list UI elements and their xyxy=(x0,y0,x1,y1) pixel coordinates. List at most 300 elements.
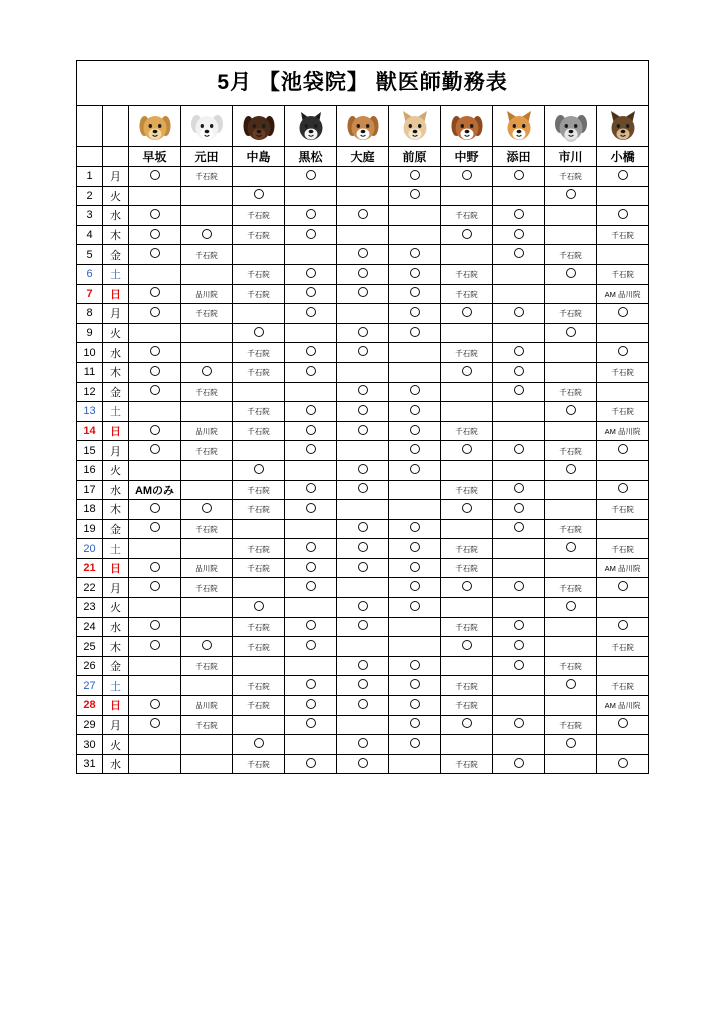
shift-cell[interactable] xyxy=(389,558,441,578)
shift-cell[interactable] xyxy=(389,617,441,637)
shift-cell[interactable] xyxy=(389,637,441,657)
shift-cell[interactable] xyxy=(233,539,285,559)
shift-cell[interactable] xyxy=(493,284,545,304)
shift-cell[interactable] xyxy=(597,402,649,422)
shift-cell[interactable] xyxy=(545,186,597,206)
shift-cell[interactable] xyxy=(337,656,389,676)
shift-cell[interactable] xyxy=(597,284,649,304)
shift-cell[interactable] xyxy=(441,578,493,598)
shift-cell[interactable] xyxy=(181,284,233,304)
shift-cell[interactable] xyxy=(337,676,389,696)
shift-cell[interactable] xyxy=(181,206,233,226)
shift-cell[interactable] xyxy=(233,598,285,618)
shift-cell[interactable] xyxy=(233,578,285,598)
shift-cell[interactable] xyxy=(493,558,545,578)
shift-cell[interactable] xyxy=(597,676,649,696)
shift-cell[interactable] xyxy=(389,167,441,187)
shift-cell[interactable] xyxy=(233,402,285,422)
shift-cell[interactable] xyxy=(285,715,337,735)
shift-cell[interactable] xyxy=(181,186,233,206)
shift-cell[interactable] xyxy=(545,656,597,676)
shift-cell[interactable] xyxy=(129,264,181,284)
shift-cell[interactable] xyxy=(337,264,389,284)
shift-cell[interactable] xyxy=(389,676,441,696)
shift-cell[interactable] xyxy=(181,480,233,500)
shift-cell[interactable] xyxy=(337,598,389,618)
shift-cell[interactable] xyxy=(285,441,337,461)
shift-cell[interactable] xyxy=(285,323,337,343)
shift-cell[interactable] xyxy=(129,637,181,657)
shift-cell[interactable] xyxy=(441,656,493,676)
shift-cell[interactable] xyxy=(389,402,441,422)
shift-cell[interactable] xyxy=(389,186,441,206)
shift-cell[interactable] xyxy=(337,500,389,520)
shift-cell[interactable] xyxy=(545,245,597,265)
shift-cell[interactable] xyxy=(129,539,181,559)
shift-cell[interactable] xyxy=(233,696,285,716)
shift-cell[interactable] xyxy=(389,362,441,382)
shift-cell[interactable] xyxy=(233,617,285,637)
shift-cell[interactable] xyxy=(441,343,493,363)
shift-cell[interactable] xyxy=(441,519,493,539)
shift-cell[interactable] xyxy=(337,382,389,402)
shift-cell[interactable] xyxy=(181,656,233,676)
shift-cell[interactable] xyxy=(129,343,181,363)
shift-cell[interactable] xyxy=(233,362,285,382)
shift-cell[interactable] xyxy=(545,421,597,441)
shift-cell[interactable] xyxy=(545,696,597,716)
shift-cell[interactable] xyxy=(545,676,597,696)
shift-cell[interactable] xyxy=(285,598,337,618)
shift-cell[interactable] xyxy=(285,343,337,363)
shift-cell[interactable] xyxy=(389,696,441,716)
shift-cell[interactable] xyxy=(597,460,649,480)
shift-cell[interactable] xyxy=(129,617,181,637)
shift-cell[interactable] xyxy=(441,754,493,774)
shift-cell[interactable] xyxy=(233,264,285,284)
shift-cell[interactable] xyxy=(441,598,493,618)
shift-cell[interactable] xyxy=(441,637,493,657)
shift-cell[interactable] xyxy=(285,735,337,755)
shift-cell[interactable] xyxy=(441,245,493,265)
shift-cell[interactable] xyxy=(545,480,597,500)
shift-cell[interactable] xyxy=(389,441,441,461)
shift-cell[interactable] xyxy=(597,304,649,324)
shift-cell[interactable] xyxy=(389,460,441,480)
shift-cell[interactable] xyxy=(129,186,181,206)
shift-cell[interactable] xyxy=(545,578,597,598)
shift-cell[interactable] xyxy=(493,402,545,422)
shift-cell[interactable] xyxy=(285,362,337,382)
shift-cell[interactable] xyxy=(233,421,285,441)
shift-cell[interactable] xyxy=(337,304,389,324)
shift-cell[interactable] xyxy=(337,735,389,755)
shift-cell[interactable] xyxy=(129,167,181,187)
shift-cell[interactable] xyxy=(233,323,285,343)
shift-cell[interactable] xyxy=(337,617,389,637)
shift-cell[interactable] xyxy=(285,382,337,402)
shift-cell[interactable] xyxy=(545,323,597,343)
shift-cell[interactable] xyxy=(181,362,233,382)
shift-cell[interactable] xyxy=(545,343,597,363)
shift-cell[interactable] xyxy=(441,382,493,402)
shift-cell[interactable] xyxy=(337,362,389,382)
shift-cell[interactable] xyxy=(441,186,493,206)
shift-cell[interactable] xyxy=(389,304,441,324)
shift-cell[interactable] xyxy=(337,539,389,559)
shift-cell[interactable] xyxy=(493,480,545,500)
shift-cell[interactable] xyxy=(493,441,545,461)
shift-cell[interactable] xyxy=(493,245,545,265)
shift-cell[interactable] xyxy=(181,245,233,265)
shift-cell[interactable] xyxy=(181,264,233,284)
shift-cell[interactable] xyxy=(545,735,597,755)
shift-cell[interactable] xyxy=(285,421,337,441)
shift-cell[interactable] xyxy=(233,656,285,676)
shift-cell[interactable] xyxy=(389,323,441,343)
shift-cell[interactable] xyxy=(181,539,233,559)
shift-cell[interactable] xyxy=(337,441,389,461)
shift-cell[interactable] xyxy=(233,460,285,480)
shift-cell[interactable] xyxy=(597,382,649,402)
shift-cell[interactable] xyxy=(493,304,545,324)
shift-cell[interactable] xyxy=(493,167,545,187)
shift-cell[interactable] xyxy=(233,480,285,500)
shift-cell[interactable] xyxy=(493,343,545,363)
shift-cell[interactable] xyxy=(493,421,545,441)
shift-cell[interactable] xyxy=(129,402,181,422)
shift-cell[interactable] xyxy=(233,245,285,265)
shift-cell[interactable] xyxy=(441,735,493,755)
shift-cell[interactable] xyxy=(129,284,181,304)
shift-cell[interactable] xyxy=(129,656,181,676)
shift-cell[interactable] xyxy=(441,539,493,559)
shift-cell[interactable] xyxy=(441,500,493,520)
shift-cell[interactable] xyxy=(389,539,441,559)
shift-cell[interactable] xyxy=(597,637,649,657)
shift-cell[interactable] xyxy=(597,245,649,265)
shift-cell[interactable] xyxy=(233,735,285,755)
shift-cell[interactable] xyxy=(441,284,493,304)
shift-cell[interactable] xyxy=(493,206,545,226)
shift-cell[interactable] xyxy=(233,441,285,461)
shift-cell[interactable] xyxy=(441,676,493,696)
shift-cell[interactable] xyxy=(441,715,493,735)
shift-cell[interactable] xyxy=(337,343,389,363)
shift-cell[interactable] xyxy=(285,480,337,500)
shift-cell[interactable] xyxy=(389,715,441,735)
shift-cell[interactable] xyxy=(129,206,181,226)
shift-cell[interactable] xyxy=(233,500,285,520)
shift-cell[interactable] xyxy=(233,186,285,206)
shift-cell[interactable] xyxy=(493,617,545,637)
shift-cell[interactable] xyxy=(545,617,597,637)
shift-cell[interactable] xyxy=(493,186,545,206)
shift-cell[interactable] xyxy=(389,500,441,520)
shift-cell[interactable] xyxy=(597,206,649,226)
shift-cell[interactable] xyxy=(389,225,441,245)
shift-cell[interactable] xyxy=(493,598,545,618)
shift-cell[interactable] xyxy=(493,519,545,539)
shift-cell[interactable] xyxy=(337,245,389,265)
shift-cell[interactable] xyxy=(285,578,337,598)
shift-cell[interactable] xyxy=(493,323,545,343)
shift-cell[interactable] xyxy=(545,284,597,304)
shift-cell[interactable] xyxy=(181,696,233,716)
shift-cell[interactable] xyxy=(129,245,181,265)
shift-cell[interactable] xyxy=(441,696,493,716)
shift-cell[interactable] xyxy=(545,382,597,402)
shift-cell[interactable] xyxy=(493,715,545,735)
shift-cell[interactable] xyxy=(545,637,597,657)
shift-cell[interactable] xyxy=(493,676,545,696)
shift-cell[interactable] xyxy=(129,558,181,578)
shift-cell[interactable] xyxy=(493,735,545,755)
shift-cell[interactable] xyxy=(441,304,493,324)
shift-cell[interactable] xyxy=(181,382,233,402)
shift-cell[interactable] xyxy=(285,167,337,187)
shift-cell[interactable] xyxy=(285,186,337,206)
shift-cell[interactable] xyxy=(389,656,441,676)
shift-cell[interactable] xyxy=(493,500,545,520)
shift-cell[interactable] xyxy=(337,167,389,187)
shift-cell[interactable] xyxy=(129,480,181,500)
shift-cell[interactable] xyxy=(337,519,389,539)
shift-cell[interactable] xyxy=(233,343,285,363)
shift-cell[interactable] xyxy=(285,304,337,324)
shift-cell[interactable] xyxy=(181,167,233,187)
shift-cell[interactable] xyxy=(545,304,597,324)
shift-cell[interactable] xyxy=(545,500,597,520)
shift-cell[interactable] xyxy=(233,754,285,774)
shift-cell[interactable] xyxy=(129,225,181,245)
shift-cell[interactable] xyxy=(337,460,389,480)
shift-cell[interactable] xyxy=(389,284,441,304)
shift-cell[interactable] xyxy=(545,519,597,539)
shift-cell[interactable] xyxy=(129,735,181,755)
shift-cell[interactable] xyxy=(129,304,181,324)
shift-cell[interactable] xyxy=(285,500,337,520)
shift-cell[interactable] xyxy=(285,676,337,696)
shift-cell[interactable] xyxy=(285,245,337,265)
shift-cell[interactable] xyxy=(545,460,597,480)
shift-cell[interactable] xyxy=(441,167,493,187)
shift-cell[interactable] xyxy=(545,225,597,245)
shift-cell[interactable] xyxy=(597,735,649,755)
shift-cell[interactable] xyxy=(545,402,597,422)
shift-cell[interactable] xyxy=(285,519,337,539)
shift-cell[interactable] xyxy=(389,754,441,774)
shift-cell[interactable] xyxy=(337,696,389,716)
shift-cell[interactable] xyxy=(129,578,181,598)
shift-cell[interactable] xyxy=(129,519,181,539)
shift-cell[interactable] xyxy=(389,245,441,265)
shift-cell[interactable] xyxy=(597,167,649,187)
shift-cell[interactable] xyxy=(285,637,337,657)
shift-cell[interactable] xyxy=(181,323,233,343)
shift-cell[interactable] xyxy=(441,460,493,480)
shift-cell[interactable] xyxy=(597,343,649,363)
shift-cell[interactable] xyxy=(597,754,649,774)
shift-cell[interactable] xyxy=(493,656,545,676)
shift-cell[interactable] xyxy=(181,460,233,480)
shift-cell[interactable] xyxy=(285,754,337,774)
shift-cell[interactable] xyxy=(233,382,285,402)
shift-cell[interactable] xyxy=(285,264,337,284)
shift-cell[interactable] xyxy=(493,539,545,559)
shift-cell[interactable] xyxy=(441,323,493,343)
shift-cell[interactable] xyxy=(233,637,285,657)
shift-cell[interactable] xyxy=(597,421,649,441)
shift-cell[interactable] xyxy=(233,284,285,304)
shift-cell[interactable] xyxy=(389,343,441,363)
shift-cell[interactable] xyxy=(233,558,285,578)
shift-cell[interactable] xyxy=(181,676,233,696)
shift-cell[interactable] xyxy=(493,754,545,774)
shift-cell[interactable] xyxy=(285,617,337,637)
shift-cell[interactable] xyxy=(545,598,597,618)
shift-cell[interactable] xyxy=(597,539,649,559)
shift-cell[interactable] xyxy=(337,284,389,304)
shift-cell[interactable] xyxy=(545,558,597,578)
shift-cell[interactable] xyxy=(181,578,233,598)
shift-cell[interactable] xyxy=(233,519,285,539)
shift-cell[interactable] xyxy=(337,637,389,657)
shift-cell[interactable] xyxy=(233,304,285,324)
shift-cell[interactable] xyxy=(285,225,337,245)
shift-cell[interactable] xyxy=(597,480,649,500)
shift-cell[interactable] xyxy=(597,598,649,618)
shift-cell[interactable] xyxy=(493,578,545,598)
shift-cell[interactable] xyxy=(597,186,649,206)
shift-cell[interactable] xyxy=(285,539,337,559)
shift-cell[interactable] xyxy=(545,362,597,382)
shift-cell[interactable] xyxy=(597,656,649,676)
shift-cell[interactable] xyxy=(545,539,597,559)
shift-cell[interactable] xyxy=(285,206,337,226)
shift-cell[interactable] xyxy=(233,715,285,735)
shift-cell[interactable] xyxy=(389,480,441,500)
shift-cell[interactable] xyxy=(441,421,493,441)
shift-cell[interactable] xyxy=(233,676,285,696)
shift-cell[interactable] xyxy=(181,519,233,539)
shift-cell[interactable] xyxy=(129,362,181,382)
shift-cell[interactable] xyxy=(337,715,389,735)
shift-cell[interactable] xyxy=(389,735,441,755)
shift-cell[interactable] xyxy=(597,362,649,382)
shift-cell[interactable] xyxy=(389,421,441,441)
shift-cell[interactable] xyxy=(545,206,597,226)
shift-cell[interactable] xyxy=(597,323,649,343)
shift-cell[interactable] xyxy=(441,558,493,578)
shift-cell[interactable] xyxy=(441,264,493,284)
shift-cell[interactable] xyxy=(597,225,649,245)
shift-cell[interactable] xyxy=(441,441,493,461)
shift-cell[interactable] xyxy=(597,519,649,539)
shift-cell[interactable] xyxy=(129,598,181,618)
shift-cell[interactable] xyxy=(285,558,337,578)
shift-cell[interactable] xyxy=(597,696,649,716)
shift-cell[interactable] xyxy=(493,460,545,480)
shift-cell[interactable] xyxy=(337,421,389,441)
shift-cell[interactable] xyxy=(181,343,233,363)
shift-cell[interactable] xyxy=(597,558,649,578)
shift-cell[interactable] xyxy=(441,617,493,637)
shift-cell[interactable] xyxy=(285,656,337,676)
shift-cell[interactable] xyxy=(545,441,597,461)
shift-cell[interactable] xyxy=(597,441,649,461)
shift-cell[interactable] xyxy=(233,206,285,226)
shift-cell[interactable] xyxy=(337,323,389,343)
shift-cell[interactable] xyxy=(597,578,649,598)
shift-cell[interactable] xyxy=(181,225,233,245)
shift-cell[interactable] xyxy=(181,500,233,520)
shift-cell[interactable] xyxy=(337,402,389,422)
shift-cell[interactable] xyxy=(181,304,233,324)
shift-cell[interactable] xyxy=(233,225,285,245)
shift-cell[interactable] xyxy=(493,637,545,657)
shift-cell[interactable] xyxy=(441,362,493,382)
shift-cell[interactable] xyxy=(545,167,597,187)
shift-cell[interactable] xyxy=(337,225,389,245)
shift-cell[interactable] xyxy=(181,617,233,637)
shift-cell[interactable] xyxy=(181,441,233,461)
shift-cell[interactable] xyxy=(181,735,233,755)
shift-cell[interactable] xyxy=(129,696,181,716)
shift-cell[interactable] xyxy=(597,715,649,735)
shift-cell[interactable] xyxy=(129,676,181,696)
shift-cell[interactable] xyxy=(337,186,389,206)
shift-cell[interactable] xyxy=(129,715,181,735)
shift-cell[interactable] xyxy=(181,402,233,422)
shift-cell[interactable] xyxy=(493,225,545,245)
shift-cell[interactable] xyxy=(389,264,441,284)
shift-cell[interactable] xyxy=(337,754,389,774)
shift-cell[interactable] xyxy=(285,402,337,422)
shift-cell[interactable] xyxy=(389,578,441,598)
shift-cell[interactable] xyxy=(597,264,649,284)
shift-cell[interactable] xyxy=(129,323,181,343)
shift-cell[interactable] xyxy=(597,617,649,637)
shift-cell[interactable] xyxy=(285,696,337,716)
shift-cell[interactable] xyxy=(493,382,545,402)
shift-cell[interactable] xyxy=(129,500,181,520)
shift-cell[interactable] xyxy=(181,421,233,441)
shift-cell[interactable] xyxy=(129,460,181,480)
shift-cell[interactable] xyxy=(129,421,181,441)
shift-cell[interactable] xyxy=(545,754,597,774)
shift-cell[interactable] xyxy=(441,402,493,422)
shift-cell[interactable] xyxy=(233,167,285,187)
shift-cell[interactable] xyxy=(441,225,493,245)
shift-cell[interactable] xyxy=(389,519,441,539)
shift-cell[interactable] xyxy=(285,284,337,304)
shift-cell[interactable] xyxy=(129,441,181,461)
shift-cell[interactable] xyxy=(597,500,649,520)
shift-cell[interactable] xyxy=(493,362,545,382)
shift-cell[interactable] xyxy=(181,558,233,578)
shift-cell[interactable] xyxy=(441,480,493,500)
shift-cell[interactable] xyxy=(545,715,597,735)
shift-cell[interactable] xyxy=(181,598,233,618)
shift-cell[interactable] xyxy=(129,754,181,774)
shift-cell[interactable] xyxy=(493,264,545,284)
shift-cell[interactable] xyxy=(389,382,441,402)
shift-cell[interactable] xyxy=(337,480,389,500)
shift-cell[interactable] xyxy=(441,206,493,226)
shift-cell[interactable] xyxy=(285,460,337,480)
shift-cell[interactable] xyxy=(389,206,441,226)
